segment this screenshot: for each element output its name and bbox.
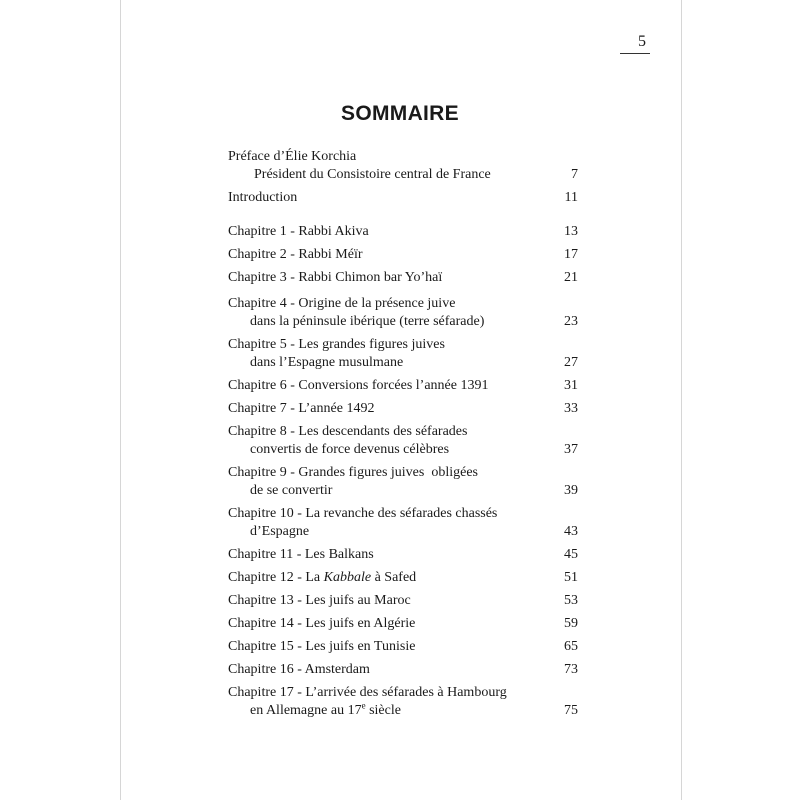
- toc-entry-label: Chapitre 17 - L’arrivée des séfarades à Hambourg: [228, 685, 507, 700]
- toc-entry-label-italic: Kabbale: [323, 570, 372, 585]
- toc-entry-label: Chapitre 9 - Grandes figures juives obligées: [228, 465, 478, 480]
- toc-entry-label-continued: Président du Consistoire central de France: [254, 167, 491, 182]
- toc-entry-chapter-13: [228, 592, 578, 610]
- toc-entry-chapter-9: [228, 464, 578, 500]
- toc-entry-chapter-15: [228, 638, 578, 656]
- page-number: 5: [638, 33, 646, 50]
- toc-entry-label: Chapitre 10 - La revanche des séfarades chassés: [228, 506, 498, 521]
- toc-entry-page: 27: [564, 355, 578, 370]
- toc-entry-chapter-8: [228, 423, 578, 459]
- toc-entry-chapter-16: [228, 661, 578, 679]
- toc-entry-page: 75: [564, 703, 578, 718]
- toc-entry-label: Chapitre 6 - Conversions forcées l’année 1391: [228, 378, 489, 393]
- toc-entry-label: Chapitre 7 - L’année 1492: [228, 401, 375, 416]
- toc-entry-label: Chapitre 8 - Les descendants des séfarades: [228, 424, 468, 439]
- toc-entry-page: 39: [564, 483, 578, 498]
- toc-entry-preface: [228, 148, 578, 184]
- toc-entry-page: 45: [564, 547, 578, 562]
- toc-entry-page: 13: [564, 224, 578, 239]
- table-of-contents: [228, 148, 578, 720]
- toc-entry-label-continued: convertis de force devenus célèbres: [250, 442, 450, 457]
- toc-entry-label-continued: dans l’Espagne musulmane: [250, 355, 404, 370]
- toc-entry-chapter-11: [228, 546, 578, 564]
- toc-entry-page: 17: [564, 247, 578, 262]
- toc-entry-label: Chapitre 2 - Rabbi Méïr: [228, 247, 363, 262]
- toc-entry-chapter-6: [228, 377, 578, 395]
- toc-entry-chapter-17: [228, 684, 578, 720]
- toc-entry-label: Chapitre 11 - Les Balkans: [228, 547, 374, 562]
- toc-entry-label-continued: [250, 702, 401, 720]
- toc-entry-chapter-7: [228, 400, 578, 418]
- superscript-e: e: [361, 700, 366, 711]
- toc-entry-page: 51: [564, 570, 578, 585]
- toc-entry-chapter-10: [228, 505, 578, 541]
- page-title: SOMMAIRE: [341, 102, 459, 125]
- toc-entry-label-continued-suffix: siècle: [365, 703, 401, 718]
- toc-entry-label: Préface d’Élie Korchia: [228, 149, 357, 164]
- toc-entry-page: 11: [564, 190, 578, 205]
- toc-entry-chapter-1: [228, 223, 578, 241]
- toc-entry-page: 65: [564, 639, 578, 654]
- toc-entry-label: Chapitre 4 - Origine de la présence juive: [228, 296, 456, 311]
- toc-entry-chapter-5: [228, 336, 578, 372]
- toc-entry-label-continued: dans la péninsule ibérique (terre séfarade): [250, 314, 485, 329]
- toc-entry-page: 73: [564, 662, 578, 677]
- page-number-rule: [620, 53, 650, 54]
- toc-entry-page: 53: [564, 593, 578, 608]
- toc-entry-label-continued: de se convertir: [250, 483, 333, 498]
- toc-entry-label: [228, 569, 416, 587]
- toc-entry-page: 31: [564, 378, 578, 393]
- toc-entry-label: Chapitre 14 - Les juifs en Algérie: [228, 616, 416, 631]
- toc-entry-page: 33: [564, 401, 578, 416]
- toc-entry-label: Chapitre 5 - Les grandes figures juives: [228, 337, 445, 352]
- toc-entry-chapter-14: [228, 615, 578, 633]
- toc-entry-label: Chapitre 1 - Rabbi Akiva: [228, 224, 369, 239]
- toc-entry-page: 23: [564, 314, 578, 329]
- toc-entry-label-prefix: Chapitre 12 - La: [228, 570, 324, 585]
- toc-entry-page: 7: [571, 167, 578, 182]
- toc-entry-page: 21: [564, 270, 578, 285]
- toc-entry-label-continued: d’Espagne: [250, 524, 310, 539]
- toc-entry-chapter-4: [228, 295, 578, 331]
- toc-entry-chapter-2: [228, 246, 578, 264]
- toc-entry-label-continued-prefix: en Allemagne au 17: [250, 703, 362, 718]
- toc-entry-label: Chapitre 16 - Amsterdam: [228, 662, 370, 677]
- toc-entry-label-suffix: à Safed: [371, 570, 417, 585]
- toc-entry-chapter-3: [228, 269, 578, 287]
- toc-entry-label: Chapitre 15 - Les juifs en Tunisie: [228, 639, 416, 654]
- toc-entry-label: Chapitre 3 - Rabbi Chimon bar Yo’haï: [228, 270, 443, 285]
- toc-entry-page: 37: [564, 442, 578, 457]
- toc-entry-page: 59: [564, 616, 578, 631]
- toc-entry-label: Chapitre 13 - Les juifs au Maroc: [228, 593, 411, 608]
- toc-entry-introduction: [228, 189, 578, 207]
- toc-entry-label: Introduction: [228, 190, 298, 205]
- toc-entry-page: 43: [564, 524, 578, 539]
- toc-entry-chapter-12: [228, 569, 578, 587]
